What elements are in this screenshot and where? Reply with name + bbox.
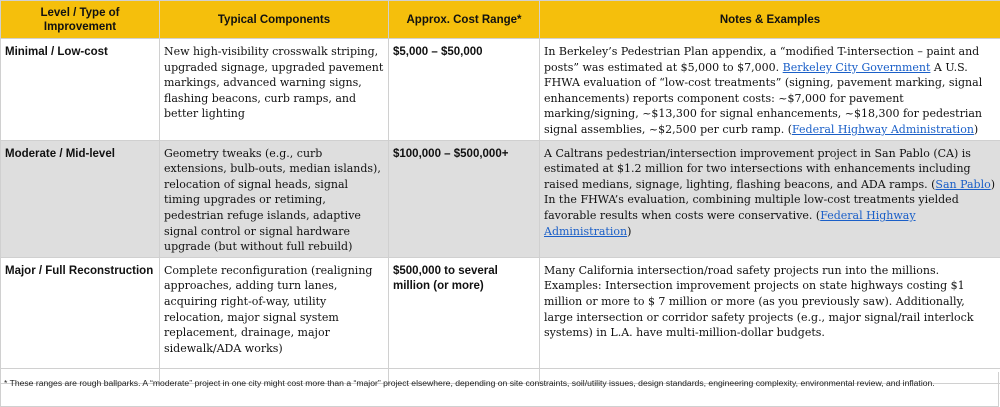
header-level: Level / Type of Improvement (1, 1, 160, 39)
source-link[interactable]: Berkeley City Government (782, 60, 931, 74)
table-row (1, 140, 1000, 257)
header-components: Typical Components (160, 1, 389, 39)
footnote: * These ranges are rough ballparks. A “moderate” project in one city might cost more than a “major” project elsewhere, depending on site constraints, soil/utility issues, design standards, engineering complexity, environmental review, and inflation. (4, 378, 935, 388)
row-components: Geometry tweaks (e.g., curb extensions, bulb-outs, median islands), relocation of signal heads, signal timing upgrades or retiming, pedestrian refuge islands, adaptive signal control or signal hardware upgrade (but without full rebuild) (160, 140, 389, 257)
row-notes (540, 140, 1000, 257)
row-components: Complete reconfiguration (realigning approaches, adding turn lanes, acquiring right-of-way, utility relocation, major signal system replacement, drainage, major sidewalk/ADA works) (160, 257, 389, 368)
row-components: New high-visibility crosswalk striping, upgraded signage, upgraded pavement markings, advanced warning signs, flashing beacons, curb ramps, and better lighting (160, 39, 389, 141)
notes-text: ) (627, 224, 632, 238)
row-cost: $100,000 – $500,000+ (389, 140, 540, 257)
row-level: Major / Full Reconstruction (1, 257, 160, 368)
row-level: Moderate / Mid-level (1, 140, 160, 257)
header-cost: Approx. Cost Range* (389, 1, 540, 39)
row-notes (540, 257, 1000, 368)
notes-text: A U.S. FHWA evaluation of “low-cost treatments” (signing, pavement marking, signal enhancements) reports component costs: ~$7,000 for pavement marking/signing, ~$13,300 for signal enhancements, ~$18,300 for pedestrian signal assemblies, ~$2,500 per curb ramp. ( (544, 60, 983, 136)
notes-text: ) (973, 122, 979, 136)
header-notes: Notes & Examples (540, 1, 1000, 39)
notes-text: In Berkeley’s Pedestrian Plan appendix, a “modified T-intersection – paint and posts” was estimated at $5,000 to $7,000. (544, 45, 980, 74)
notes-text: Many California intersection/road safety projects run into the millions. Examples: Intersection improvement projects on state highways costing $1 million or more to $ 7 million or more (as you previously saw). Additionally, large intersection or corridor safety projects (e.g., major signal/rail interlock systems) in L.A. have multi-million-dollar budgets. (544, 263, 974, 340)
row-cost: $5,000 – $50,000 (389, 39, 540, 141)
row-notes (540, 39, 1000, 141)
row-cost: $500,000 to several million (or more) (389, 257, 540, 368)
table-header-row (1, 1, 1000, 39)
row-level: Minimal / Low-cost (1, 39, 160, 141)
table-row (1, 257, 1000, 368)
source-link[interactable]: San Pablo (935, 177, 991, 191)
table-row (1, 39, 1000, 141)
notes-text: ) In the FHWA’s evaluation, combining multiple low-cost treatments yielded favorable results when costs were conservative. ( (544, 177, 996, 222)
source-link[interactable]: Federal Highway Administration (544, 208, 916, 238)
source-link[interactable]: Federal Highway Administration (792, 122, 974, 136)
notes-text: A Caltrans pedestrian/intersection improvement project in San Pablo (CA) is estimated at $1.2 million for two intersections with enhancements including raised medians, signage, lighting, flashing beacons, and ADA ramps. ( (544, 146, 971, 191)
